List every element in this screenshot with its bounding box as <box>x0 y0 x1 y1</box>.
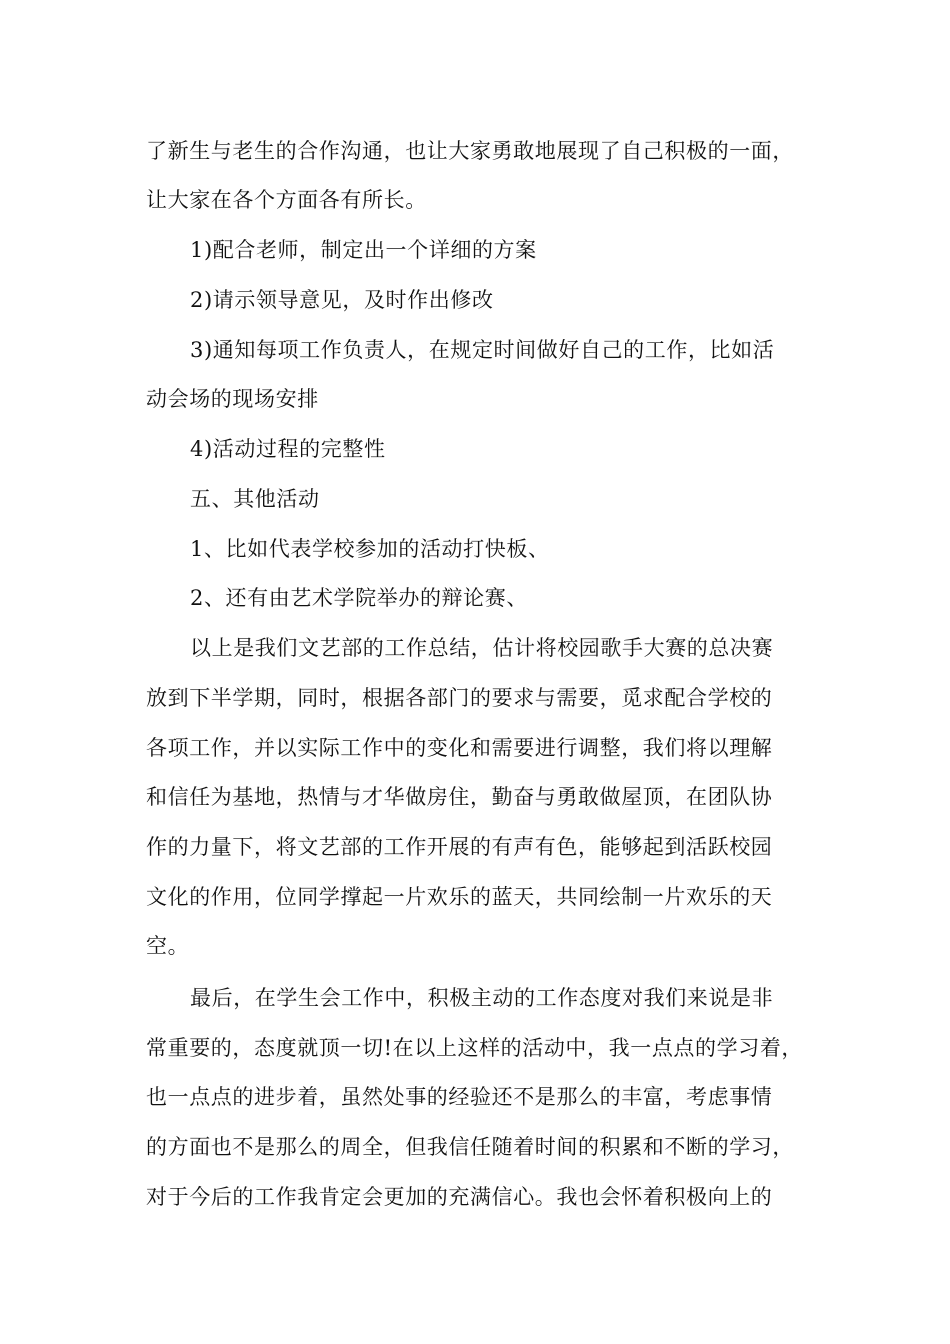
paragraph-line: 文化的作用，位同学撑起一片欢乐的蓝天，共同绘制一片欢乐的天 <box>146 885 773 909</box>
paragraph-line: 和信任为基地，热情与才华做房住，勤奋与勇敢做屋顶，在团队协 <box>146 785 773 809</box>
paragraph-line: 放到下半学期，同时，根据各部门的要求与需要，觅求配合学校的 <box>146 686 773 710</box>
section-heading: 五、其他活动 <box>190 487 320 511</box>
paragraph-line: 各项工作，并以实际工作中的变化和需要进行调整，我们将以理解 <box>146 736 773 760</box>
text-line: 让大家在各个方面各有所长。 <box>146 188 427 212</box>
list-item: 1)配合老师，制定出一个详细的方案 <box>190 238 537 262</box>
list-item: 2、还有由艺术学院举办的辩论赛、 <box>190 586 528 610</box>
paragraph-line: 常重要的，态度就顶一切!在以上这样的活动中，我一点点的学习着， <box>146 1036 804 1060</box>
paragraph-line: 作的力量下，将文艺部的工作开展的有声有色，能够起到活跃校园 <box>146 835 773 859</box>
list-item: 3)通知每项工作负责人，在规定时间做好自己的工作，比如活 <box>190 338 775 362</box>
text-line: 了新生与老生的合作沟通，也让大家勇敢地展现了自己积极的一面， <box>146 139 794 163</box>
paragraph-line: 空。 <box>146 934 190 958</box>
paragraph-line: 的方面也不是那么的周全，但我信任随着时间的积累和不断的学习， <box>146 1135 794 1159</box>
text-line: 动会场的现场安排 <box>146 387 319 411</box>
list-item: 1、比如代表学校参加的活动打快板、 <box>190 537 550 561</box>
paragraph-line: 对于今后的工作我肯定会更加的充满信心。我也会怀着积极向上的 <box>146 1185 773 1209</box>
paragraph-line: 最后，在学生会工作中，积极主动的工作态度对我们来说是非 <box>190 986 774 1010</box>
list-item: 4)活动过程的完整性 <box>190 437 386 461</box>
paragraph-line: 以上是我们文艺部的工作总结，估计将校园歌手大赛的总决赛 <box>190 636 774 660</box>
paragraph-line: 也一点点的进步着，虽然处事的经验还不是那么的丰富，考虑事情 <box>146 1085 773 1109</box>
list-item: 2)请示领导意见，及时作出修改 <box>190 288 494 312</box>
